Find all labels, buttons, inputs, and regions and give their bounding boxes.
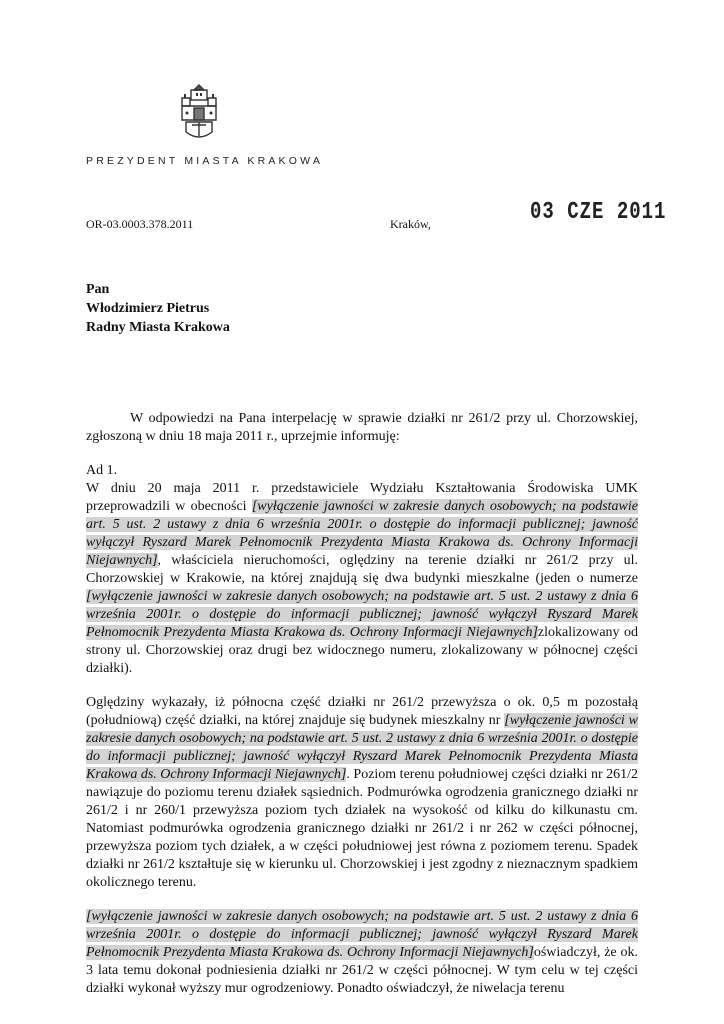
text-segment: W dniu 20 maja 2011 r. przedstawiciele Wydziału Kształtowania Środowiska UMK przeprowadzili w obecności <box>86 481 638 514</box>
paragraph-3 <box>86 908 638 998</box>
intro-paragraph: W odpowiedzi na Pana interpelację w sprawie działki nr 261/2 przy ul. Chorzowskiej, zgłoszoną w dniu 18 maja 2011 r., uprzejmie informuję: <box>86 411 638 444</box>
letter-body <box>86 410 638 998</box>
addressee-block <box>86 280 230 337</box>
text-segment: . Poziom terenu południowej części działki nr 261/2 nawiązuje do poziomu terenu działek sąsiednich. Podmurówka ogrodzenia granicznego działki nr 261/2 i nr 260/1 przewyższa poziom tych działek na wysokość od kilku do kilkunastu cm. Natomiast podmurówka ogrodzenia granicznego działki nr 261/2 i nr 262 w części północnej, przewyższa poziom tych działek, a w części południowej jest równa z poziomem terenu. Spadek działki nr 261/2 kształtuje się w kierunku ul. Chorzowskiej i jest zgodny z nieznacznym spadkiem okolicznego terenu. <box>86 767 638 890</box>
paragraph-1 <box>86 480 638 678</box>
redaction-note: [wyłączenie jawności w zakresie danych osobowych; na podstawie art. 5 ust. 2 ustawy z dnia 6 września 2001r. o dostępie do informacji publicznej; jawność wyłączył Ryszard Marek Pełnomocnik Prezydenta Miasta Krakowa ds. Ochrony Informacji Niejawnych] <box>86 499 638 568</box>
addressee-name: Włodzimierz Pietrus <box>86 301 210 316</box>
reference-number: OR-03.0003.378.2011 <box>86 217 194 231</box>
redaction-note: [wyłączenie jawności w zakresie danych osobowych; na podstawie art. 5 ust. 2 ustawy z dnia 6 września 2001r. o dostępie do informacji publicznej; jawność wyłączył Ryszard Marek Pełnomocnik Prezydenta Miasta Krakowa ds. Ochrony Informacji Niejawnych] <box>86 589 638 640</box>
addressee-salutation: Pan <box>86 282 110 297</box>
text-segment: , właściciela nieruchomości, oględziny na terenie działki nr 261/2 przy ul. Chorzowskiej w Krakowie, na której znajdują się dwa budynki mieszkalne (jeden o numerze <box>86 553 638 586</box>
ad-label: Ad 1. <box>86 463 118 478</box>
text-segment: zlokalizowany od strony ul. Chorzowskiej oraz drugi bez widocznego numeru, zlokalizowany w północnej części działki). <box>86 625 638 676</box>
office-name: PREZYDENT MIASTA KRAKOWA <box>86 155 324 167</box>
krakow-coat-of-arms-icon <box>178 84 220 142</box>
redaction-note: [wyłączenie jawności w zakresie danych osobowych; na podstawie art. 5 ust. 2 ustawy z dnia 6 września 2001r. o dostępie do informacji publicznej; jawność wyłączył Ryszard Marek Pełnomocnik Prezydenta Miasta Krakowa ds. Ochrony Informacji Niejawnych] <box>86 909 638 960</box>
addressee-title: Radny Miasta Krakowa <box>86 320 230 335</box>
paragraph-2 <box>86 694 638 892</box>
redaction-note: [wyłączenie jawności w zakresie danych osobowych; na podstawie art. 5 ust. 2 ustawy z dnia 6 września 2001r. o dostępie do informacji publicznej; jawność wyłączył Ryszard Marek Pełnomocnik Prezydenta Miasta Krakowa ds. Ochrony Informacji Niejawnych] <box>86 713 638 782</box>
text-segment: Oględziny wykazały, iż północna część działki nr 261/2 przewyższa o ok. 0,5 m pozostałą (południową) część działki, na której znajduje się budynek mieszkalny nr <box>86 695 638 728</box>
text-segment: oświadczył, że ok. 3 lata temu dokonał podniesienia działki nr 261/2 w części północnej. W tym celu w tej części działki wykonał wyższy mur ogrodzeniowy. Ponadto oświadczył, że niwelacja terenu <box>86 945 638 996</box>
date-stamp: 03 CZE 2011 <box>530 198 667 226</box>
place-label: Kraków, <box>390 217 431 231</box>
